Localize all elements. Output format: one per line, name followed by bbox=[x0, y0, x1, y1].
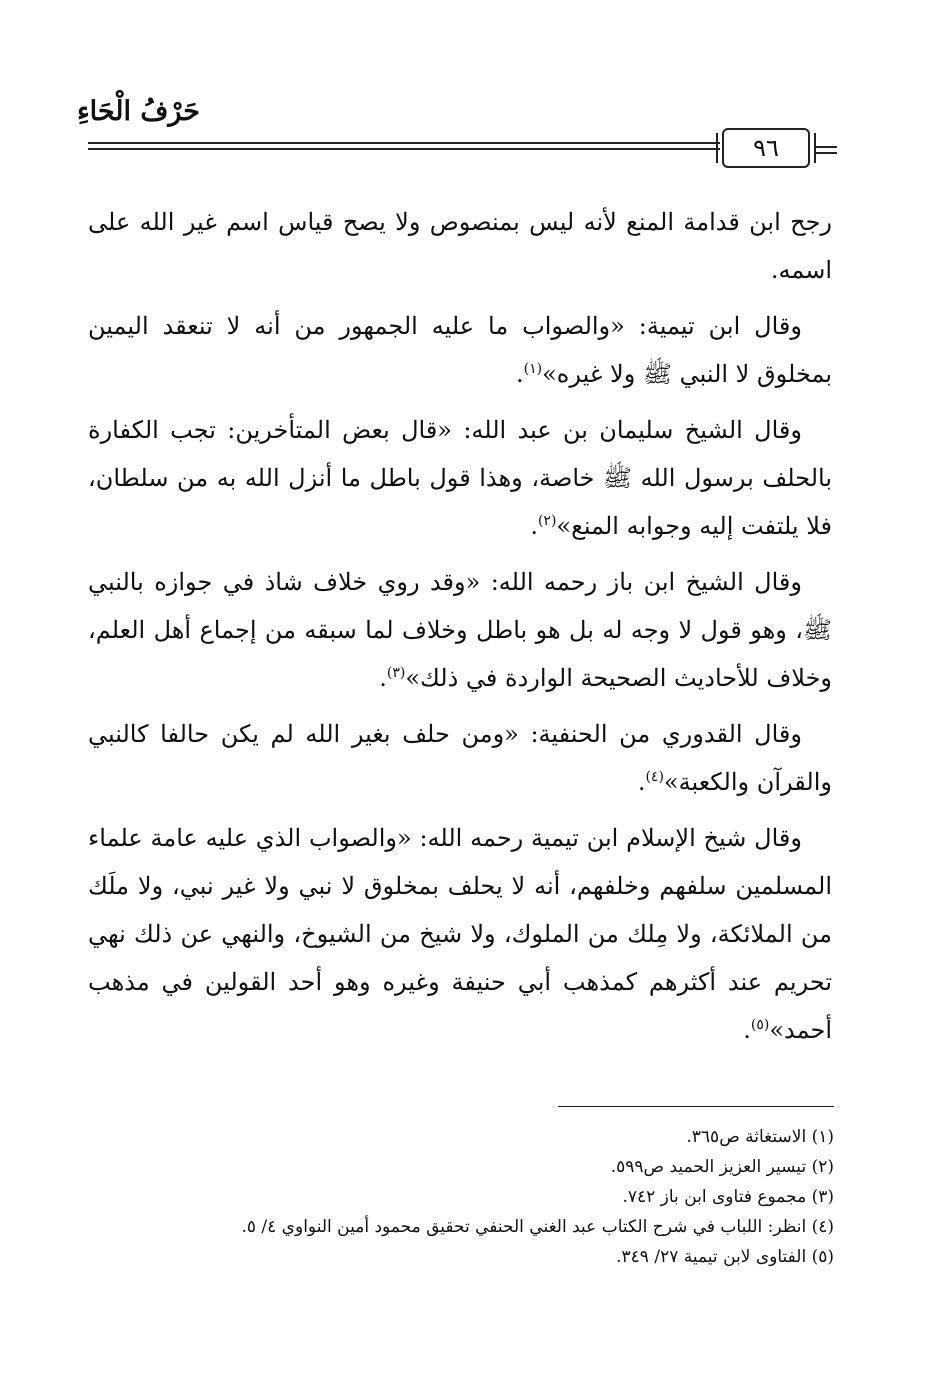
paragraph-end: . bbox=[530, 512, 538, 540]
paragraph-text: رجح ابن قدامة المنع لأنه ليس بمنصوص ولا يصح قياس اسم غير الله على اسمه. bbox=[88, 208, 832, 284]
paragraph-end: . bbox=[379, 664, 387, 692]
footnote: (٣) مجموع فتاوى ابن باز ٧٤٢. bbox=[622, 1187, 834, 1207]
paragraph bbox=[88, 302, 832, 398]
footnotes bbox=[150, 1122, 834, 1272]
paragraph bbox=[88, 406, 832, 550]
paragraph bbox=[88, 814, 832, 1054]
paragraph-text: وقال الشيخ ابن باز رحمه الله: «وقد روي خلاف شاذ في جوازه بالنبي ﷺ، وهو قول لا وجه له بل هو باطل وخلاف لما سبقه من إجماع أهل العلم، وخلاف للأحاديث الصحيحة الواردة في ذلك» bbox=[88, 568, 832, 692]
header-rule bbox=[88, 142, 720, 152]
footnote: (٢) تيسير العزيز الحميد ص٥٩٩. bbox=[610, 1157, 834, 1177]
running-title: حَرْفُ الْحَاءِ bbox=[76, 96, 200, 127]
footnote: (٥) الفتاوى لابن تيمية ٢٧/ ٣٤٩. bbox=[616, 1247, 834, 1267]
paragraph-text: وقال القدوري من الحنفية: «ومن حلف بغير الله لم يكن حالفا كالنبي والقرآن والكعبة» bbox=[88, 720, 832, 796]
header-rule-right bbox=[815, 146, 837, 154]
footnote: (٤) انظر: اللباب في شرح الكتاب عبد الغني الحنفي تحقيق محمود أمين النواوي ٤/ ٥. bbox=[241, 1217, 834, 1237]
paragraph-text: وقال ابن تيمية: «والصواب ما عليه الجمهور من أنه لا تنعقد اليمين بمخلوق لا النبي ﷺ ولا غيره» bbox=[88, 312, 832, 388]
footnote-ref: (٥) bbox=[750, 1017, 770, 1033]
paragraph bbox=[88, 710, 832, 806]
paragraph-end: . bbox=[637, 768, 646, 796]
footnote-ref: (٤) bbox=[645, 769, 664, 785]
page-number: ٩٦ bbox=[722, 128, 810, 168]
footnote: (١) الاستغاثة ص٣٦٥. bbox=[686, 1127, 834, 1147]
paragraph-text: وقال شيخ الإسلام ابن تيمية رحمه الله: «والصواب الذي عليه عامة علماء المسلمين سلفهم وخلفهم، أنه لا يحلف بمخلوق لا نبي ولا غير نبي، ولا ملَك من الملائكة، ولا مِلك من الملوك، ولا شيخ من الشيوخ، والنهي عن ذلك نهي تحريم عند أكثرهم كمذهب أبي حنيفة وغيره وهو أحد القولين في مذهب أحمد» bbox=[88, 824, 832, 1044]
footnote-separator bbox=[558, 1106, 834, 1107]
paragraph-text: وقال الشيخ سليمان بن عبد الله: «قال بعض المتأخرين: تجب الكفارة بالحلف برسول الله ﷺ خاصة، وهذا قول باطل ما أنزل الله به من سلطان، فلا يلتفت إليه وجوابه المنع» bbox=[88, 416, 832, 540]
footnote-ref: (٢) bbox=[537, 513, 557, 529]
paragraph-end: . bbox=[516, 360, 524, 388]
paragraph-end: . bbox=[743, 1016, 751, 1044]
footnote-ref: (٣) bbox=[386, 665, 406, 681]
main-text bbox=[88, 198, 832, 1062]
footnote-ref: (١) bbox=[523, 361, 543, 377]
paragraph bbox=[88, 198, 832, 294]
paragraph bbox=[88, 558, 832, 702]
